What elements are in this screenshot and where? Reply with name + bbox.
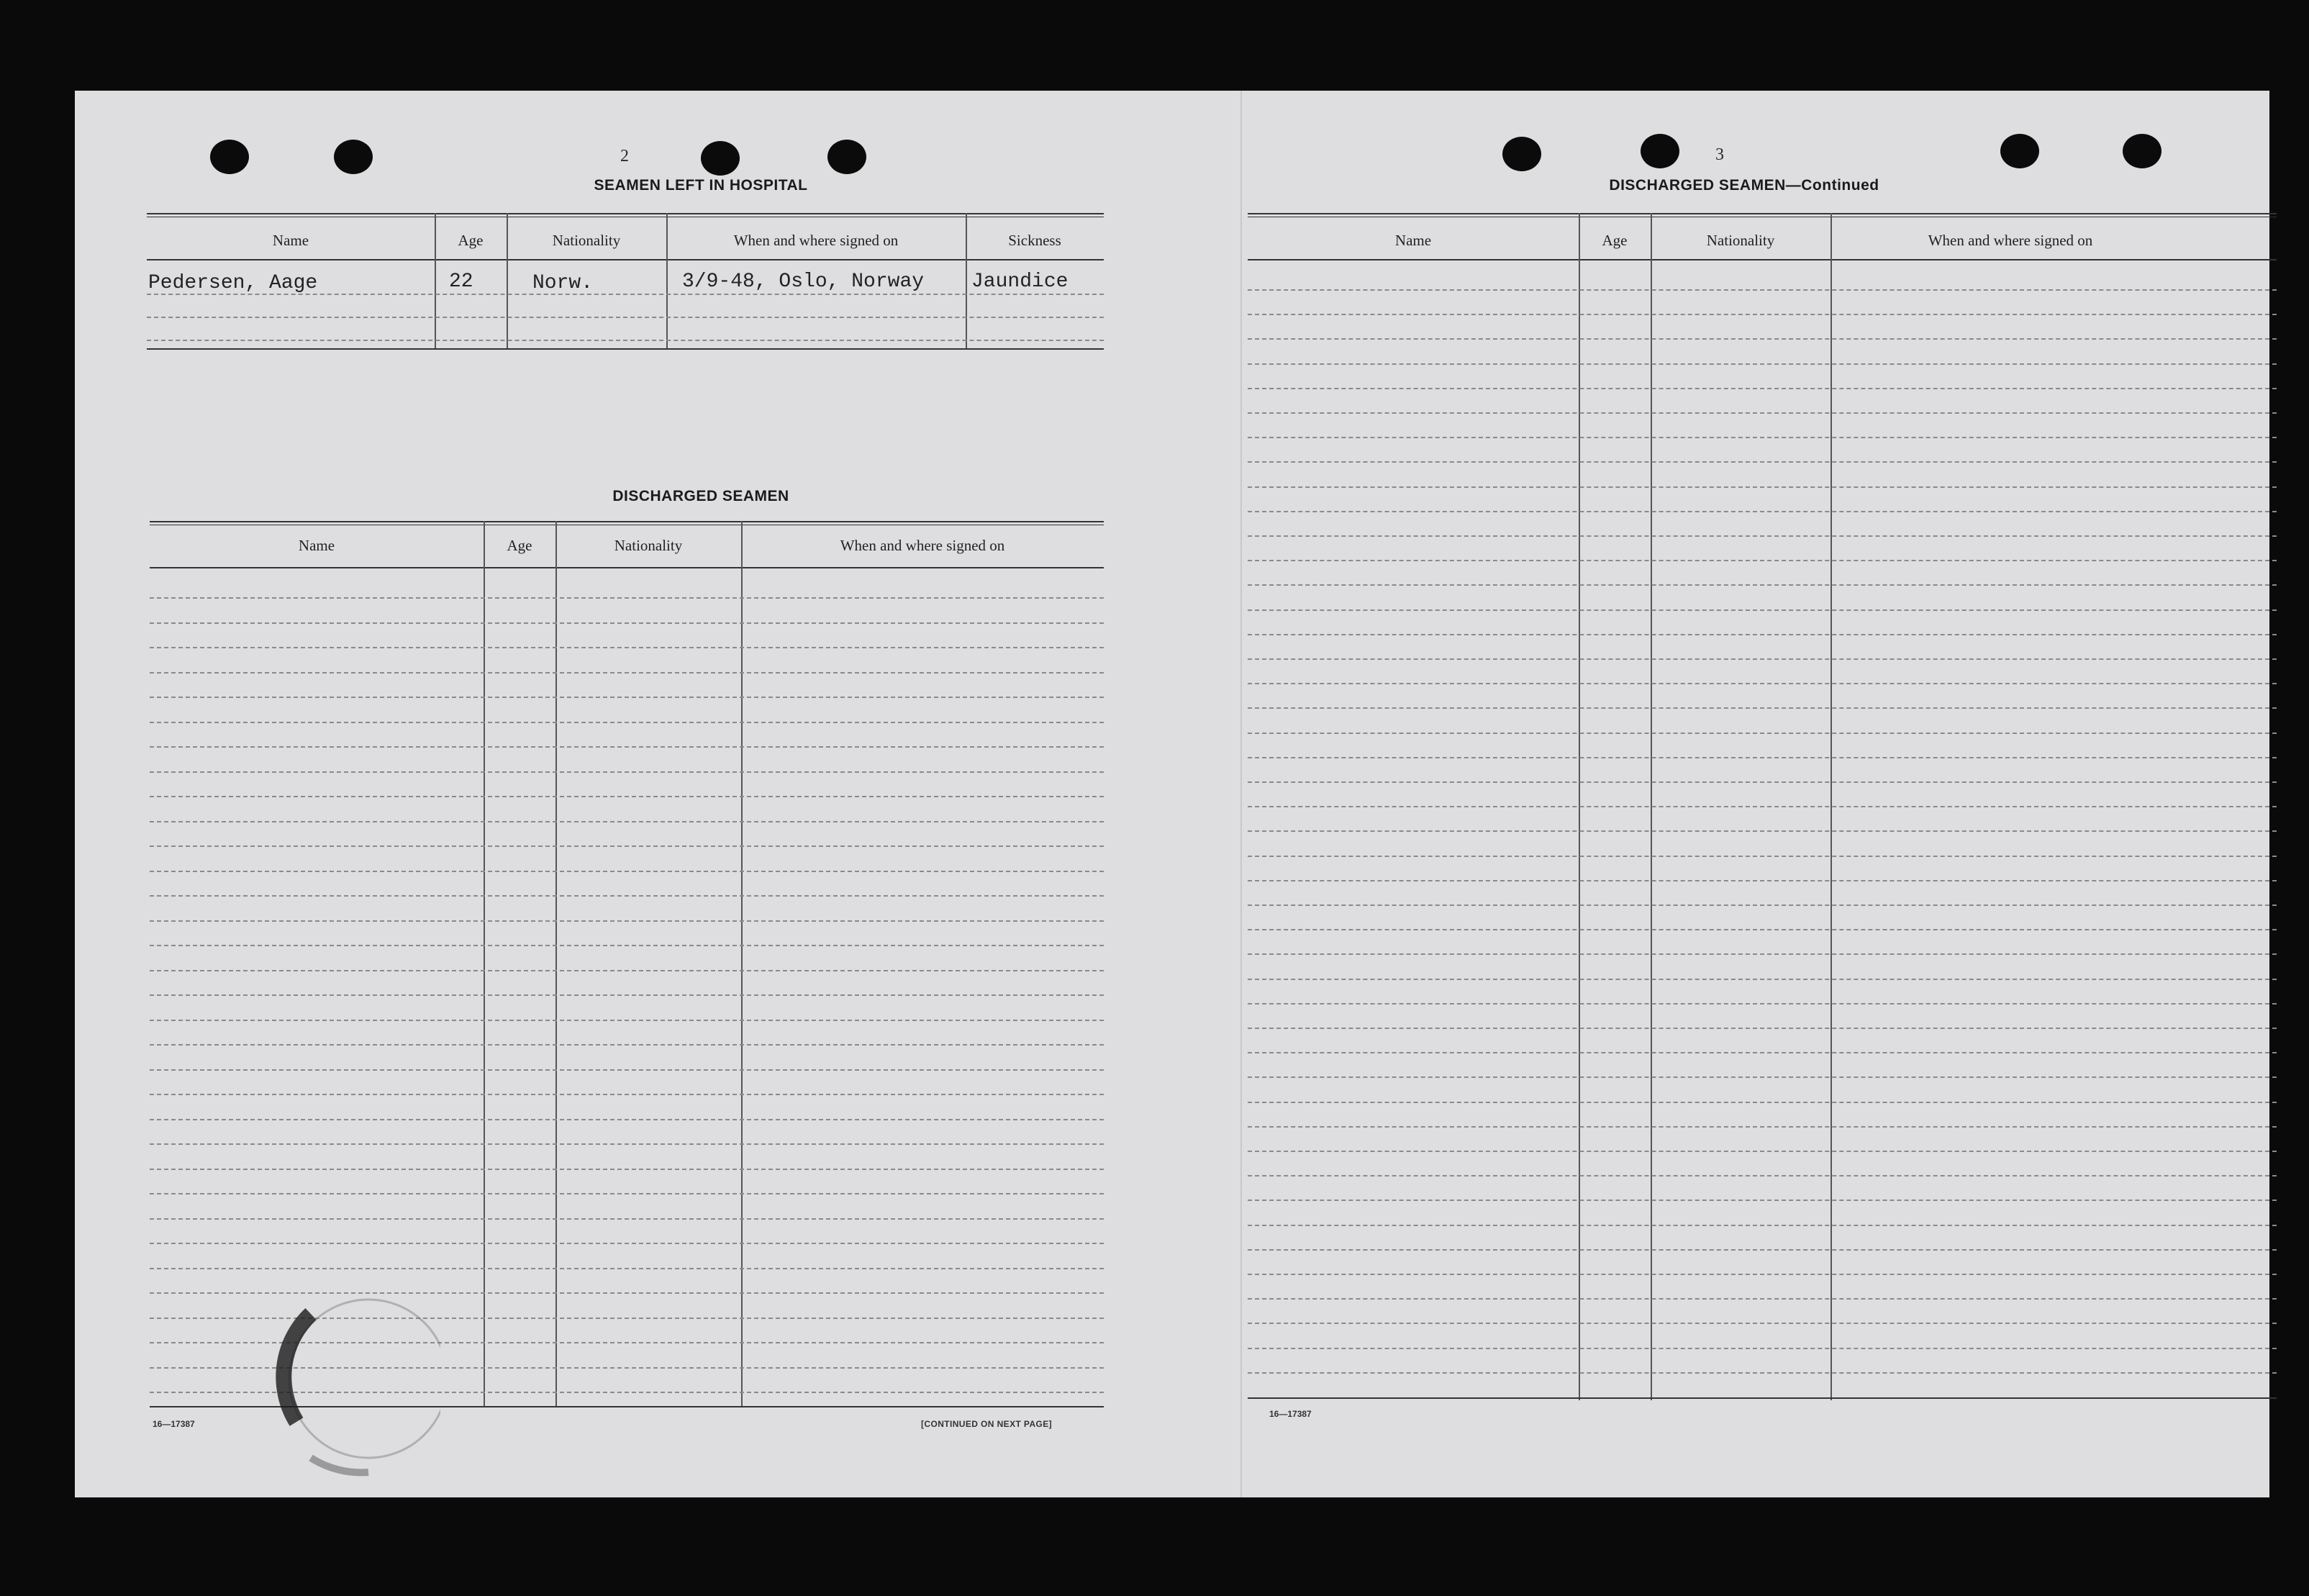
ruled-line	[1248, 437, 2277, 438]
ruled-line	[150, 1193, 1104, 1194]
discharged-table-right	[1248, 213, 2277, 1400]
hospital-name-cell: Pedersen, Aage	[148, 272, 318, 294]
ruled-line	[1248, 1225, 2277, 1226]
ruled-line	[1248, 1028, 2277, 1029]
page-number-right: 3	[1715, 145, 1724, 164]
ruled-line	[1248, 412, 2277, 414]
col-header-name: Name	[1394, 232, 1432, 249]
page-fold	[1240, 91, 1242, 1497]
received-stamp	[268, 1271, 440, 1479]
col-header-signed-on: When and where signed on	[733, 232, 899, 249]
ruled-line	[1248, 1003, 2277, 1005]
ruled-line	[150, 796, 1104, 797]
col-header-nationality: Nationality	[552, 232, 621, 249]
hospital-age-cell: 22	[449, 271, 473, 293]
ruled-line	[1248, 634, 2277, 635]
form-number-left: 16—17387	[153, 1419, 195, 1429]
ruled-line	[150, 1094, 1104, 1095]
punch-hole	[2000, 134, 2039, 168]
col-header-nationality: Nationality	[1706, 232, 1775, 249]
ruled-line	[150, 697, 1104, 698]
ruled-line	[1248, 658, 2277, 660]
ruled-line	[150, 1020, 1104, 1021]
document-sheet	[75, 91, 2269, 1497]
punch-hole	[1502, 137, 1541, 171]
ruled-line	[1248, 904, 2277, 906]
ruled-line	[150, 1169, 1104, 1170]
ruled-line	[1248, 609, 2277, 611]
punch-hole	[701, 141, 740, 176]
ruled-line	[1248, 1126, 2277, 1128]
col-header-age: Age	[458, 232, 484, 249]
col-header-sickness: Sickness	[1008, 232, 1061, 249]
ruled-line	[150, 1268, 1104, 1269]
hospital-sickness-cell: Jaundice	[971, 271, 1069, 293]
ruled-line	[1248, 1076, 2277, 1078]
ruled-line	[1248, 830, 2277, 832]
punch-hole	[210, 140, 249, 174]
form-number-right: 16—17387	[1269, 1409, 1312, 1419]
ruled-line	[1248, 388, 2277, 389]
ruled-line	[1248, 683, 2277, 684]
ruled-line	[150, 746, 1104, 748]
ruled-line	[150, 597, 1104, 599]
ruled-line	[1248, 707, 2277, 709]
ruled-line	[1248, 781, 2277, 783]
ruled-line	[1248, 338, 2277, 340]
ruled-line	[1248, 363, 2277, 365]
ruled-line	[1248, 535, 2277, 537]
ruled-line	[150, 920, 1104, 922]
ruled-line	[150, 1243, 1104, 1244]
ruled-line	[150, 1044, 1104, 1046]
ruled-line	[150, 970, 1104, 971]
ruled-line	[1248, 1274, 2277, 1275]
ruled-line	[1248, 1348, 2277, 1349]
col-header-signed-on: When and where signed on	[1928, 232, 2093, 249]
ruled-line	[150, 1218, 1104, 1220]
col-header-nationality: Nationality	[614, 537, 683, 554]
ruled-line	[1248, 880, 2277, 881]
col-header-name: Name	[272, 232, 309, 249]
ruled-line	[1248, 1151, 2277, 1152]
ruled-line	[150, 1069, 1104, 1071]
ruled-line	[1248, 560, 2277, 561]
ruled-line	[1248, 1323, 2277, 1324]
ruled-line	[150, 672, 1104, 674]
hospital-section-title: SEAMEN LEFT IN HOSPITAL	[594, 177, 808, 194]
ruled-line	[1248, 979, 2277, 980]
ruled-line	[150, 1119, 1104, 1120]
ruled-line	[1248, 1102, 2277, 1103]
ruled-line	[150, 1143, 1104, 1145]
ruled-line	[1248, 511, 2277, 512]
ruled-line	[1248, 1298, 2277, 1300]
ruled-line	[150, 994, 1104, 996]
ruled-line	[150, 622, 1104, 624]
ruled-line	[150, 771, 1104, 773]
hospital-signed-on-cell: 3/9-48, Oslo, Norway	[682, 271, 925, 293]
ruled-line	[1248, 733, 2277, 734]
ruled-line	[1248, 1175, 2277, 1176]
ruled-line	[150, 895, 1104, 897]
punch-hole	[2123, 134, 2161, 168]
ruled-line	[1248, 314, 2277, 315]
ruled-line	[1248, 461, 2277, 463]
discharged-continued-title: DISCHARGED SEAMEN—Continued	[1609, 177, 1879, 194]
ruled-line	[1248, 1052, 2277, 1053]
ruled-line	[1248, 289, 2277, 291]
col-header-age: Age	[1602, 232, 1628, 249]
col-header-name: Name	[298, 537, 335, 554]
ruled-line	[1248, 929, 2277, 930]
page-number-left: 2	[620, 147, 629, 166]
discharged-section-title: DISCHARGED SEAMEN	[612, 488, 789, 504]
ruled-line	[1248, 953, 2277, 955]
ruled-line	[150, 647, 1104, 648]
ruled-line	[150, 845, 1104, 847]
punch-hole	[827, 140, 866, 174]
ruled-line	[1248, 1200, 2277, 1201]
ruled-line	[1248, 1249, 2277, 1251]
ruled-line	[1248, 486, 2277, 488]
hospital-nationality-cell: Norw.	[532, 272, 594, 294]
hospital-table	[147, 213, 1104, 350]
col-header-signed-on: When and where signed on	[840, 537, 1005, 554]
ruled-line	[1248, 806, 2277, 807]
col-header-age: Age	[507, 537, 532, 554]
ruled-line	[150, 821, 1104, 822]
punch-hole	[334, 140, 373, 174]
ruled-line	[150, 722, 1104, 723]
ruled-line	[1248, 856, 2277, 857]
ruled-line	[150, 871, 1104, 872]
ruled-line	[1248, 584, 2277, 586]
ruled-line	[150, 945, 1104, 946]
punch-hole	[1641, 134, 1679, 168]
ruled-line	[1248, 757, 2277, 758]
continued-note: [CONTINUED ON NEXT PAGE]	[921, 1419, 1053, 1429]
ruled-line	[1248, 1372, 2277, 1374]
